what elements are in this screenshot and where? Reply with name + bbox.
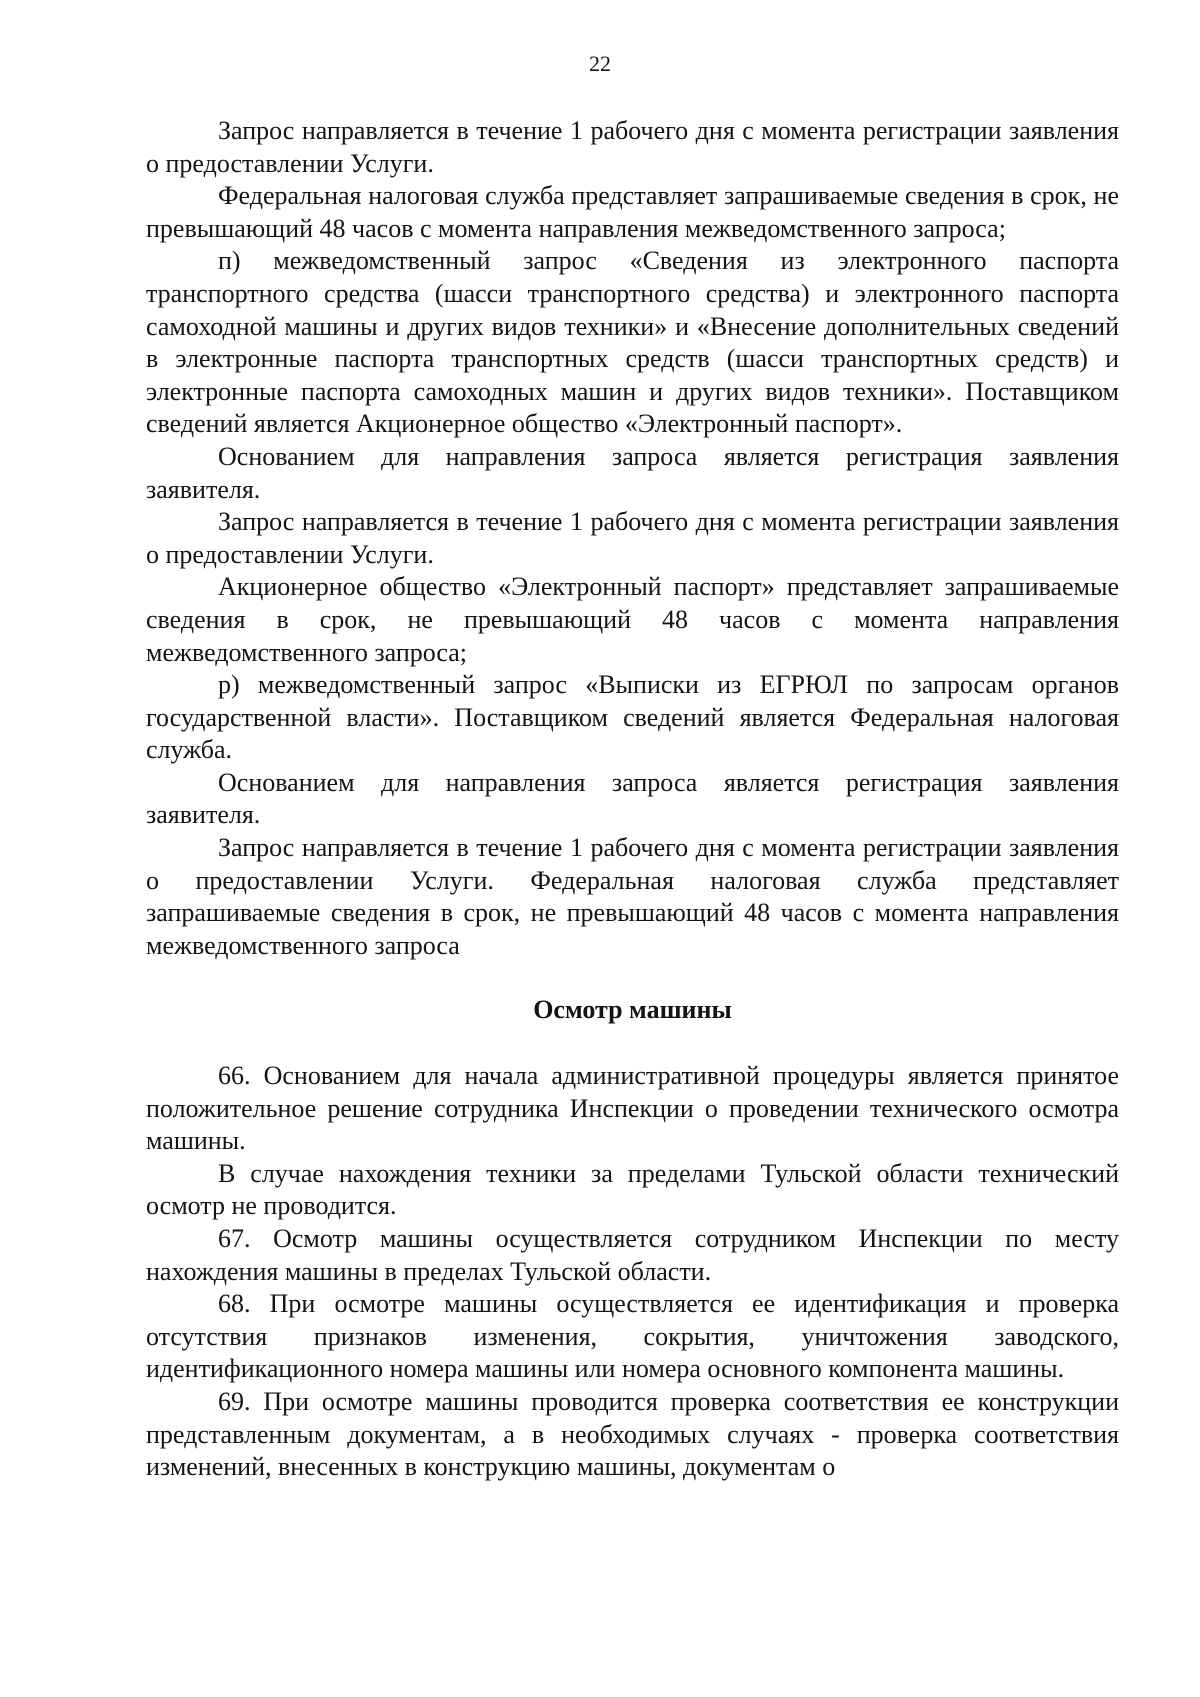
paragraph-69: 69. При осмотре машины проводится проверка соответствия ее конструкции представленным документам, а в необходимых случаях - проверка соответствия изменений, внесенных в конструкцию машины, документам о bbox=[146, 1386, 1119, 1482]
paragraph: Запрос направляется в течение 1 рабочего дня с момента регистрации заявления о предоставлении Услуги. bbox=[146, 507, 1119, 569]
paragraph: п) межведомственный запрос «Сведения из электронного паспорта транспортного средства (шасси транспортного средства) и электронного паспорта самоходной машины и других видов техники» и «Внесение дополнительных сведений в электронные паспорта транспортных средств (шасси транспортных средств) и электронные паспорта самоходных машин и других видов техники». Поставщиком сведений является Акционерное общество «Электронный паспорт». bbox=[146, 246, 1119, 439]
paragraph: р) межведомственный запрос «Выписки из ЕГРЮЛ по запросам органов государственной власти». Поставщиком сведений является Федеральная налоговая служба. bbox=[146, 670, 1119, 765]
paragraph-67: 67. Осмотр машины осуществляется сотрудником Инспекции по месту нахождения машины в пределах Тульской области. bbox=[146, 1224, 1119, 1286]
document-body bbox=[146, 115, 1119, 1484]
paragraph: Запрос направляется в течение 1 рабочего дня с момента регистрации заявления о предоставлении Услуги. bbox=[146, 116, 1119, 178]
paragraph: Основанием для направления запроса является регистрация заявления заявителя. bbox=[146, 441, 1119, 504]
paragraph-66: 66. Основанием для начала административной процедуры является принятое положительное решение сотрудника Инспекции о проведении технического осмотра машины. bbox=[146, 1061, 1119, 1156]
paragraph: Акционерное общество «Электронный паспорт» представляет запрашиваемые сведения в срок, не превышающий 48 часов с момента направления межведомственного запроса; bbox=[146, 572, 1119, 667]
section-heading: Осмотр машины bbox=[533, 995, 732, 1025]
paragraph: Основанием для направления запроса является регистрация заявления заявителя. bbox=[146, 767, 1119, 830]
paragraph: Запрос направляется в течение 1 рабочего дня с момента регистрации заявления о предоставлении Услуги. Федеральная налоговая служба представляет запрашиваемые сведения в срок, не превышающий 48 часов с момента направления межведомственного запроса bbox=[146, 833, 1119, 960]
page-number: 22 bbox=[589, 51, 611, 76]
paragraph: Федеральная налоговая служба представляет запрашиваемые сведения в срок, не превышающий 48 часов с момента направления межведомственного запроса; bbox=[146, 181, 1119, 243]
paragraph: В случае нахождения техники за пределами Тульской области технический осмотр не проводится. bbox=[146, 1158, 1119, 1221]
paragraph-68: 68. При осмотре машины осуществляется ее идентификация и проверка отсутствия признаков изменения, сокрытия, уничтожения заводского, идентификационного номера машины или номера основного компонента машины. bbox=[146, 1289, 1119, 1384]
